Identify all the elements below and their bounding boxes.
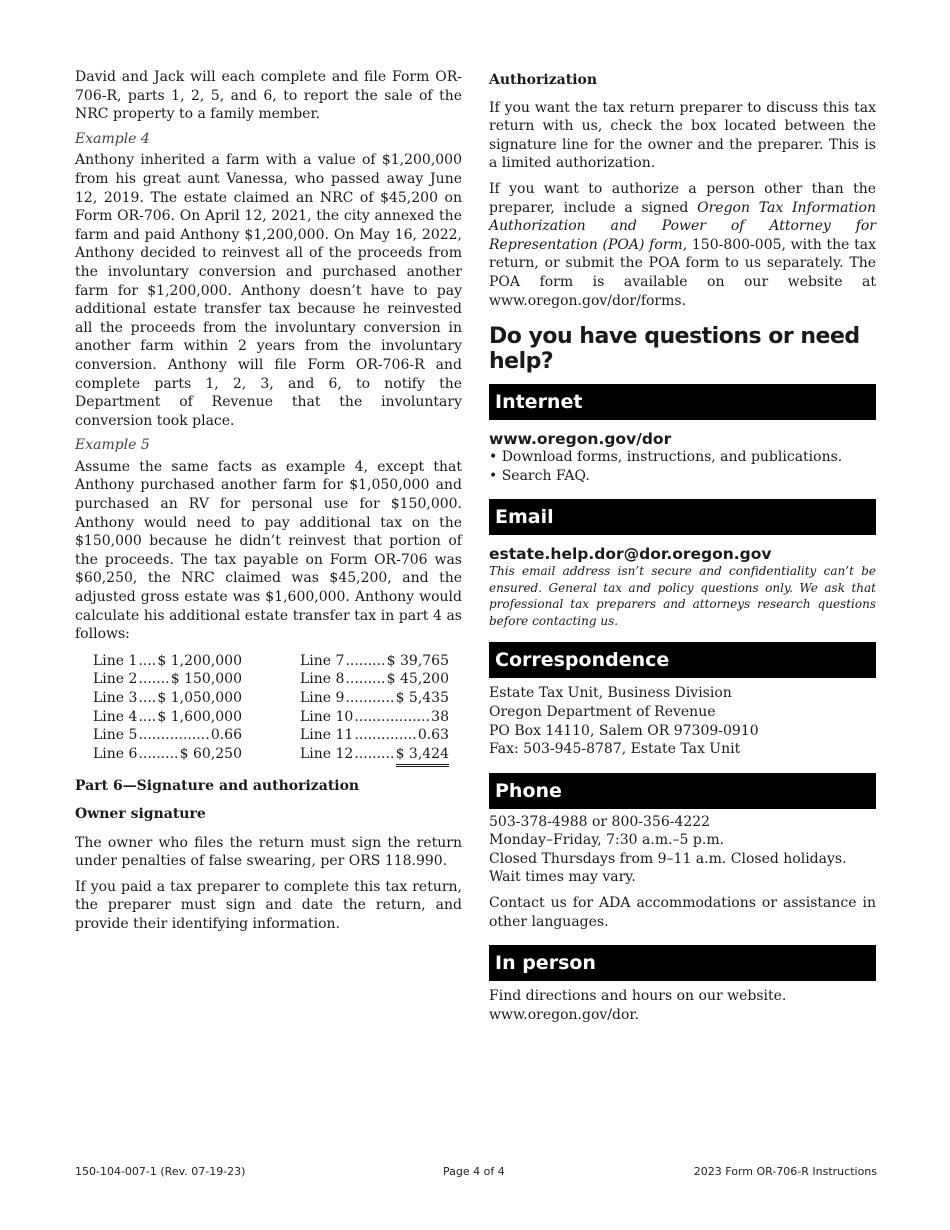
calc-value: $ 39,765 (386, 652, 449, 669)
email-bar: Email (489, 499, 876, 535)
correspondence-bar: Correspondence (489, 642, 876, 678)
calc-row (300, 726, 449, 745)
owner-signature-text: The owner who files the return must sign the return under penalties of false swearing, per ORS 118.990. (75, 834, 462, 870)
calculation-column-left (93, 652, 242, 768)
email-note: This email address isn’t secure and confidentiality can’t be ensured. General tax and policy questions only. We ask that professional tax preparers and attorneys research questions before contacting us. (489, 564, 876, 628)
calc-label: Line 5 (93, 727, 138, 744)
intro-paragraph: David and Jack will each complete and file Form OR-706-R, parts 1, 2, 5, and 6, to report the sale of the NRC property to a family member. (75, 69, 462, 123)
address-line: Estate Tax Unit, Business Division (489, 685, 732, 702)
calc-value: 0.63 (417, 727, 449, 744)
fax-line: Fax: 503-945-8787, Estate Tax Unit (489, 741, 741, 758)
calc-value: 0.66 (210, 727, 242, 744)
internet-bar: Internet (489, 384, 876, 420)
calc-label: Line 11 (300, 727, 354, 744)
calc-label: Line 8 (300, 671, 345, 688)
calc-label: Line 6 (93, 745, 138, 762)
calc-row (93, 726, 242, 745)
form-title: 2023 Form OR-706-R Instructions (693, 1165, 877, 1178)
calc-row (93, 652, 242, 671)
in-person-text: Find directions and hours on our website. (489, 988, 787, 1005)
address-line: Oregon Department of Revenue (489, 703, 716, 720)
part-6-heading: Part 6—Signature and authorization (75, 778, 360, 795)
internet-url[interactable]: www.oregon.gov/dor (489, 430, 672, 449)
internet-bullet: • Search FAQ. (489, 467, 590, 484)
poa-form-title: Oregon Tax Information Authorization and Power of Attorney for Representation (POA) form, (489, 199, 876, 253)
calc-row (300, 708, 449, 727)
authorization-text-1: If you want the tax return preparer to discuss this tax return with us, check the box located between the signature line for the owner and the preparer. This is a limited authorization. (489, 99, 876, 172)
calc-label: Line 9 (300, 690, 345, 706)
help-title: Do you have questions or need help? (489, 324, 860, 375)
preparer-text: If you paid a tax preparer to complete this tax return, the preparer must sign and date the return, and provide their identifying information. (75, 878, 462, 932)
calc-row (93, 689, 242, 708)
calc-value: $ 1,200,000 (157, 652, 242, 669)
calc-value: $ 150,000 (170, 671, 242, 688)
example-5-text: Assume the same facts as example 4, except that Anthony purchased another farm for $1,050,000 and purchased an RV for personal use for $150,000. Anthony would need to pay additional tax on the $150,000 because he didn’t reinvest that portion of the proceeds. The tax payable on Form OR-706 was $60,250, the NRC claimed was $45,200, and the adjusted gross estate was $1,600,000. Anthony would calculate his additional estate transfer tax in part 4 as follows: (75, 458, 462, 643)
calc-value: $ 1,600,000 (157, 708, 242, 725)
email-address[interactable]: estate.help.dor@dor.oregon.gov (489, 545, 772, 564)
in-person-bar: In person (489, 945, 876, 981)
left-column (75, 68, 462, 934)
calc-label: Line 4 (93, 708, 138, 725)
calc-label: Line 3 (93, 690, 138, 706)
calc-label: Line 12 (300, 745, 354, 762)
ada-text: Contact us for ADA accommodations or assistance in other languages. (489, 895, 876, 930)
address-line: PO Box 14110, Salem OR 97309-0910 (489, 722, 759, 739)
phone-numbers: 503-378-4988 or 800-356-4222 (489, 813, 711, 830)
phone-hours: Monday–Friday, 7:30 a.m.–5 p.m. (489, 832, 725, 849)
calc-row (93, 708, 242, 727)
calc-label: Line 7 (300, 652, 345, 669)
calc-value: $ 45,200 (386, 671, 449, 688)
phone-wait: Wait times may vary. (489, 869, 636, 886)
calc-value: $ 5,435 (395, 690, 449, 706)
calc-row (300, 670, 449, 689)
in-person-url[interactable]: www.oregon.gov/dor. (489, 1006, 640, 1023)
calc-row (300, 689, 449, 708)
owner-signature-heading: Owner signature (75, 805, 206, 822)
calc-value: $ 1,050,000 (157, 690, 242, 706)
calc-row (300, 745, 449, 768)
form-number: 150-104-007-1 (Rev. 07-19-23) (75, 1165, 246, 1178)
calc-label: Line 2 (93, 671, 138, 688)
calc-total-value: $ 3,424 (396, 745, 449, 768)
calc-row (300, 652, 449, 671)
calc-label: Line 1 (93, 652, 138, 669)
example-4-text: Anthony inherited a farm with a value of $1,200,000 from his great aunt Vanessa, who passed away June 12, 2019. The estate claimed an NRC of $45,200 on Form OR-706. On April 12, 2021, the city annexed the farm and paid Anthony $1,200,000. On May 16, 2022, Anthony decided to reinvest all of the proceeds from the involuntary conversion and purchased another farm for $1,200,000. Anthony doesn’t have to pay additional estate transfer tax because he reinvested all the proceeds from the involuntary conversion in another farm within 2 years from the involuntary conversion. Anthony will file Form OR-706-R and complete parts 1, 2, 3, and 6, to notify the Department of Revenue that the involuntary conversion took place. (75, 152, 462, 429)
example-4-label: Example 4 (75, 130, 150, 147)
internet-bullet: • Download forms, instructions, and publications. (489, 449, 843, 466)
calculation-column-right (300, 652, 449, 768)
calculation-table (93, 652, 449, 768)
authorization-heading: Authorization (489, 72, 598, 88)
page-number: Page 4 of 4 (443, 1165, 505, 1178)
calc-row (93, 670, 242, 689)
calc-value: 38 (431, 708, 449, 725)
right-column (489, 68, 876, 1024)
phone-bar: Phone (489, 773, 876, 809)
calc-value: $ 60,250 (179, 745, 242, 762)
calc-label: Line 10 (300, 708, 354, 725)
calc-row (93, 745, 242, 764)
authorization-text-2: If you want to authorize a person other than the preparer, include a signed Oregon Tax Information Authorization and Power of Attorney for Representation (POA) form, 150-800-005, with the tax return, or submit the POA form to us separately. The POA form is available on our website at www.oregon.gov/dor/forms. (489, 180, 877, 309)
phone-closed: Closed Thursdays from 9–11 a.m. Closed holidays. (489, 850, 847, 867)
example-5-label: Example 5 (75, 437, 150, 454)
